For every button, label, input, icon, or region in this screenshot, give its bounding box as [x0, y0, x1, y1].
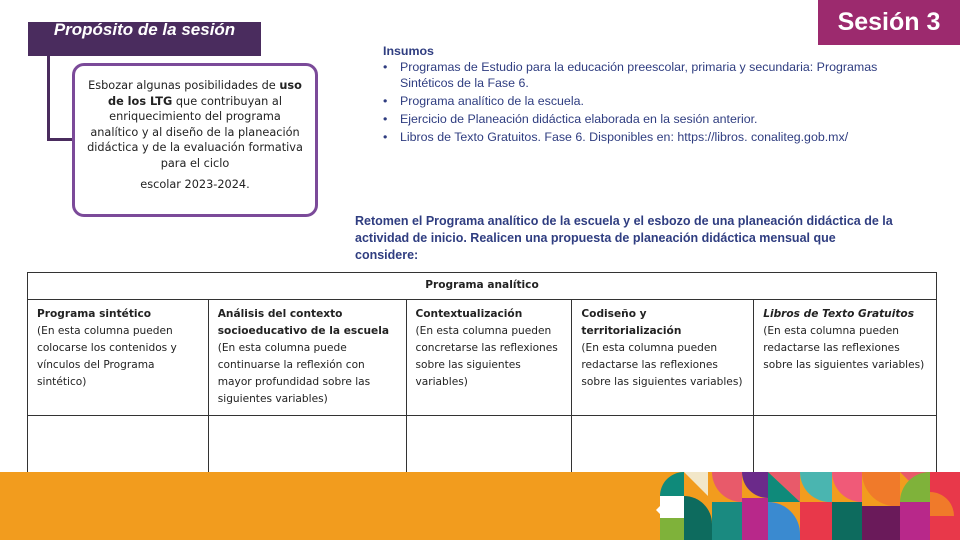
purpose-text-bold: uso de los LTG: [108, 79, 302, 108]
table-cell-empty[interactable]: [406, 416, 572, 473]
table-row: [28, 300, 937, 416]
column-description: (En esta columna pueden concretarse las reflexiones sobre las siguientes variables): [415, 325, 558, 388]
purpose-title: Propósito de la sesión: [28, 22, 261, 56]
column-heading: Programa sintético: [37, 308, 152, 320]
connector-line: [47, 138, 73, 141]
table-cell: [572, 300, 754, 416]
column-heading: Libros de Texto Gratuitos: [763, 308, 914, 320]
column-description: (En esta columna pueden redactarse las reflexiones sobre las siguientes variables): [581, 342, 743, 388]
purpose-text: Esbozar algunas posibilidades de: [88, 79, 276, 92]
purpose-box: [72, 63, 318, 217]
connector-line: [47, 56, 50, 140]
list-item: • Programas de Estudio para la educación preescolar, primaria y secundaria: Programas Sintéticos de la Fase 6.: [383, 59, 903, 91]
table-cell-empty[interactable]: [208, 416, 406, 473]
column-heading: Análisis del contexto socioeducativo de la escuela: [217, 308, 390, 337]
column-heading: Contextualización: [415, 308, 523, 320]
inputs-list: [383, 59, 903, 145]
table-cell-empty[interactable]: [572, 416, 754, 473]
purpose-text-last: escolar 2023-2024.: [140, 178, 250, 191]
instruction-text: Retomen el Programa analítico de la escuela y el esbozo de una planeación didáctica de la actividad de inicio. Realicen una propuesta de planeación didáctica mensual que considere:: [355, 214, 893, 262]
table-cell: [754, 300, 937, 416]
table-cell-empty[interactable]: [28, 416, 209, 473]
column-description: (En esta columna pueden colocarse los contenidos y vínculos del Programa sintético): [37, 325, 177, 388]
table-title: Programa analítico: [28, 273, 937, 300]
column-heading: Codiseño y territorialización: [581, 308, 682, 337]
geometric-pattern-decoration: [650, 472, 960, 540]
analytic-program-table: [27, 272, 937, 473]
list-item: • Programa analítico de la escuela.: [383, 93, 903, 109]
list-item: • Libros de Texto Gratuitos. Fase 6. Disponibles en: https://libros. conaliteg.gob.mx/: [383, 129, 903, 145]
column-description: (En esta columna pueden redactarse las reflexiones sobre las siguientes variables): [763, 325, 925, 371]
inputs-heading: Insumos: [383, 44, 434, 58]
table-cell: [208, 300, 406, 416]
table-cell: [406, 300, 572, 416]
column-description: (En esta columna puede continuarse la reflexión con mayor profundidad sobre las siguientes variables): [217, 342, 371, 405]
list-item: • Ejercicio de Planeación didáctica elaborada en la sesión anterior.: [383, 111, 903, 127]
purpose-text: que contribuyan al enriquecimiento del programa analítico y al diseño de la planeación didáctica y de la evaluación formativa para el ciclo: [87, 94, 303, 170]
inputs-section: [383, 43, 903, 147]
table-cell-empty[interactable]: [754, 416, 937, 473]
session-badge: Sesión 3: [818, 0, 960, 45]
table-row: [28, 416, 937, 473]
table-cell: [28, 300, 209, 416]
